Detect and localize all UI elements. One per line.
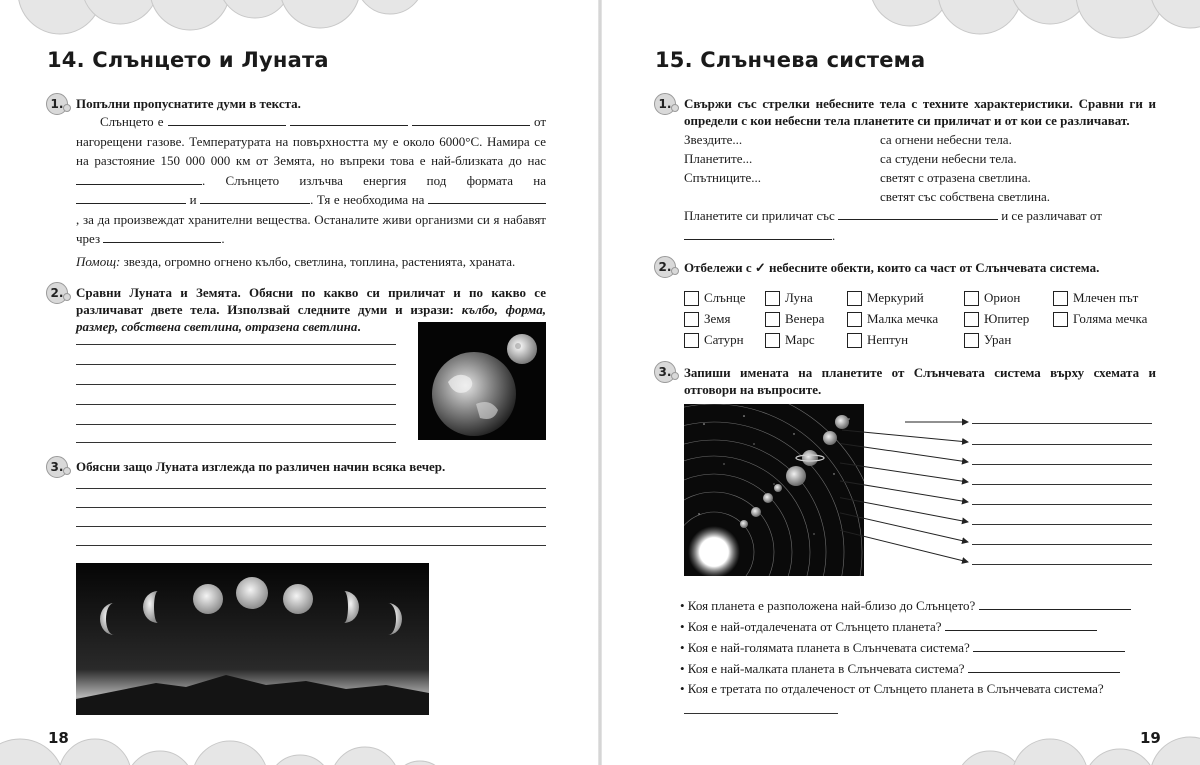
checkbox[interactable] bbox=[847, 333, 862, 348]
checkbox-option[interactable] bbox=[765, 290, 813, 306]
option-label: Млечен път bbox=[1073, 290, 1139, 305]
answer-line[interactable] bbox=[76, 344, 396, 345]
planet-name-line[interactable] bbox=[972, 524, 1152, 525]
planet-name-line[interactable] bbox=[972, 504, 1152, 505]
option-label: Сатурн bbox=[704, 332, 744, 347]
text-segment: и bbox=[189, 192, 197, 207]
question-text: • Коя е най-малката планета в Слънчевата система? bbox=[680, 661, 965, 676]
page-number: 18 bbox=[48, 729, 69, 747]
planet-name-line[interactable] bbox=[972, 464, 1152, 465]
exercise-2-instruction: Отбележи с ✓ небесните обекти, които са част от Слънчевата система. bbox=[684, 260, 1100, 275]
question-item bbox=[680, 660, 1120, 677]
question-item bbox=[680, 618, 1097, 635]
answer-blank[interactable] bbox=[945, 618, 1097, 631]
instruction-end: . bbox=[357, 319, 361, 334]
blank-field[interactable] bbox=[428, 191, 546, 204]
planet-name-line[interactable] bbox=[972, 564, 1152, 565]
exercise-3-instruction: Запиши имената на планетите от Слънчевата система върху схемата и отговори на въпросите. bbox=[684, 365, 1156, 397]
blank-field[interactable] bbox=[168, 113, 286, 126]
list-item: светят с отразена светлина. bbox=[880, 170, 1031, 185]
right-page bbox=[600, 0, 1200, 765]
list-item: са огнени небесни тела. bbox=[880, 132, 1012, 147]
checkbox[interactable] bbox=[765, 291, 780, 306]
question-text: • Коя планета е разположена най-близо до Слънцето? bbox=[680, 598, 976, 613]
blank-field[interactable] bbox=[838, 207, 998, 220]
option-label: Орион bbox=[984, 290, 1021, 305]
answer-blank[interactable] bbox=[973, 639, 1125, 652]
checkbox-option[interactable] bbox=[847, 290, 924, 306]
earth-moon-image bbox=[418, 322, 546, 440]
question-item bbox=[680, 597, 1131, 614]
list-item: Звездите... bbox=[684, 132, 743, 147]
checkbox-option[interactable] bbox=[1053, 311, 1147, 327]
checkbox-option[interactable] bbox=[964, 332, 1011, 348]
bottom-clouds-decoration bbox=[0, 705, 600, 765]
checkbox[interactable] bbox=[964, 291, 979, 306]
exercise-3-number: 3. bbox=[654, 361, 676, 383]
checkbox[interactable] bbox=[847, 312, 862, 327]
planet-name-line[interactable] bbox=[972, 423, 1152, 424]
blank-field[interactable] bbox=[290, 113, 408, 126]
list-item: са студени небесни тела. bbox=[880, 151, 1017, 166]
text-segment: Слънцето е bbox=[100, 114, 164, 129]
text-segment: Планетите си приличат със bbox=[684, 208, 835, 223]
blank-field[interactable] bbox=[103, 230, 221, 243]
option-label: Юпитер bbox=[984, 311, 1030, 326]
answer-line[interactable] bbox=[76, 384, 396, 385]
question-text: • Коя е третата по отдалеченост от Слънцето планета в Слънчевата система? bbox=[680, 681, 1104, 696]
answer-line[interactable] bbox=[76, 442, 396, 443]
exercise-3-number: 3. bbox=[46, 456, 68, 478]
checkbox-option[interactable] bbox=[684, 311, 731, 327]
answer-line[interactable] bbox=[76, 488, 546, 489]
exercise-1-instruction: Свържи със стрелки небесните тела с техните характеристики. Сравни ги и определи с кои небесни тела планетите си приличат и от кои се различават. bbox=[684, 96, 1156, 128]
checkbox[interactable] bbox=[964, 312, 979, 327]
exercise-1-text bbox=[76, 112, 546, 249]
answer-blank[interactable] bbox=[968, 660, 1120, 673]
checkbox[interactable] bbox=[765, 312, 780, 327]
answer-line[interactable] bbox=[76, 424, 396, 425]
checkbox-option[interactable] bbox=[765, 332, 815, 348]
checkbox[interactable] bbox=[964, 333, 979, 348]
option-label: Земя bbox=[704, 311, 731, 326]
blank-field[interactable] bbox=[412, 113, 530, 126]
exercise-1-instruction: Попълни пропуснатите думи в текста. bbox=[76, 96, 301, 111]
text-segment: , за да произвеждат хранителни вещества. Останалите живи организми си я набавят чрез bbox=[76, 211, 546, 246]
option-label: Нептун bbox=[867, 332, 909, 347]
option-label: Голяма мечка bbox=[1073, 311, 1148, 326]
answer-line[interactable] bbox=[76, 545, 546, 546]
blank-field[interactable] bbox=[684, 227, 832, 240]
option-label: Уран bbox=[984, 332, 1012, 347]
checkbox[interactable] bbox=[847, 291, 862, 306]
help-label: Помощ: bbox=[76, 254, 121, 269]
text-segment: нагорещени газове. Температурата на повърхността му е около 6000°С. Намира се на разстояние 150 000 000 км от Земята, но въпреки това е най-близката до нас bbox=[76, 133, 546, 168]
checkbox[interactable] bbox=[684, 291, 699, 306]
exercise-2-number: 2. bbox=[654, 256, 676, 278]
exercise-3-instruction: Обясни защо Луната изглежда по различен начин всяка вечер. bbox=[76, 459, 446, 474]
checkbox[interactable] bbox=[1053, 312, 1068, 327]
checkbox-option[interactable] bbox=[964, 290, 1020, 306]
page-number: 19 bbox=[1140, 729, 1161, 747]
exercise-2-number: 2. bbox=[46, 282, 68, 304]
list-item: светят със собствена светлина. bbox=[880, 189, 1051, 204]
option-label: Венера bbox=[785, 311, 825, 326]
answer-line[interactable] bbox=[76, 507, 546, 508]
option-label: Малка мечка bbox=[867, 311, 939, 326]
answer-line[interactable] bbox=[76, 364, 396, 365]
connector-arrows bbox=[840, 412, 980, 582]
list-item: Планетите... bbox=[684, 151, 753, 166]
instruction-terms: кълбо, форма, размер, собствена светлина, отразена светлина bbox=[76, 302, 546, 334]
checkbox-option[interactable] bbox=[684, 290, 746, 306]
option-label: Марс bbox=[785, 332, 815, 347]
text-segment: . Слънцето излъчва енергия под формата на bbox=[202, 172, 546, 188]
bottom-clouds-decoration bbox=[600, 705, 1200, 765]
list-item: Спътниците... bbox=[684, 170, 762, 185]
checkbox[interactable] bbox=[684, 312, 699, 327]
question-item bbox=[680, 681, 1104, 697]
page-title: 15. Слънчева система bbox=[655, 48, 926, 72]
planet-name-line[interactable] bbox=[972, 544, 1152, 545]
option-label: Меркурий bbox=[867, 290, 924, 305]
text-segment: . bbox=[832, 227, 836, 243]
planet-name-line[interactable] bbox=[972, 484, 1152, 485]
checkbox-option[interactable] bbox=[684, 332, 744, 348]
blank-field[interactable] bbox=[200, 191, 310, 204]
checkbox-option[interactable] bbox=[1053, 290, 1138, 306]
exercise-1-help bbox=[76, 252, 546, 272]
characteristics-list bbox=[880, 130, 1140, 206]
help-text: звезда, огромно огнено кълбо, светлина, топлина, растенията, храната. bbox=[123, 254, 516, 269]
exercise-1-number: 1. bbox=[654, 93, 676, 115]
question-text: • Коя е най-голямата планета в Слънчевата система? bbox=[680, 640, 970, 655]
celestial-bodies-list bbox=[684, 130, 864, 187]
exercise-1-compare bbox=[684, 206, 1156, 245]
blank-field[interactable] bbox=[76, 172, 202, 185]
checkbox[interactable] bbox=[1053, 291, 1068, 306]
question-item bbox=[680, 639, 1125, 656]
text-segment: . Тя е необходима на bbox=[310, 192, 425, 207]
checkbox-option[interactable] bbox=[847, 332, 908, 348]
planet-name-line[interactable] bbox=[972, 444, 1152, 445]
text-segment: . bbox=[221, 231, 225, 246]
option-label: Слънце bbox=[704, 290, 746, 305]
page-title: 14. Слънцето и Луната bbox=[47, 48, 329, 72]
checkbox-option[interactable] bbox=[964, 311, 1029, 327]
option-label: Луна bbox=[785, 290, 813, 305]
checkbox[interactable] bbox=[684, 333, 699, 348]
answer-line[interactable] bbox=[76, 404, 396, 405]
question-text: • Коя е най-отдалечената от Слънцето планета? bbox=[680, 619, 942, 634]
instruction-text: Сравни Луната и Земята. Обясни по какво си приличат и по какво се различават двете тела. Използвай следните думи и изрази: bbox=[76, 285, 546, 317]
checkbox-option[interactable] bbox=[765, 311, 824, 327]
checkbox-option[interactable] bbox=[847, 311, 938, 327]
solar-system-diagram bbox=[684, 404, 864, 576]
answer-blank[interactable] bbox=[979, 597, 1131, 610]
blank-field[interactable] bbox=[76, 191, 186, 204]
checkbox[interactable] bbox=[765, 333, 780, 348]
moon-phases-image bbox=[76, 563, 429, 715]
answer-line[interactable] bbox=[76, 526, 546, 527]
exercise-1-number: 1. bbox=[46, 93, 68, 115]
text-segment: и се различават от bbox=[1001, 208, 1102, 223]
text-segment: от bbox=[533, 114, 546, 129]
